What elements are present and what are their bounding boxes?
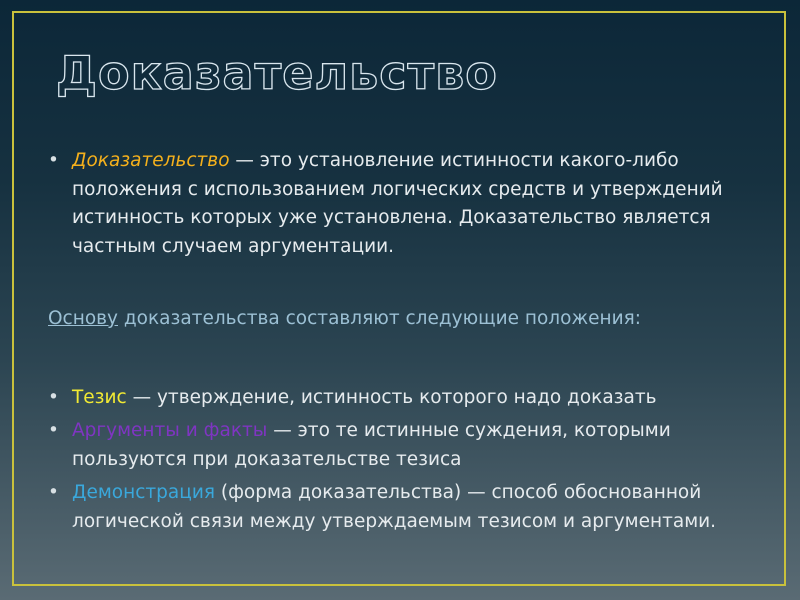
intro-link[interactable]: Основу	[48, 308, 118, 329]
arguments-term: Аргументы и факты	[72, 420, 268, 441]
demonstration-term: Демонстрация	[72, 482, 215, 503]
thesis-term: Тезис	[72, 386, 127, 408]
intro-line	[48, 305, 748, 334]
arguments-text: — это те истинные суждения, которыми пользуются при доказательстве тезиса	[72, 420, 671, 470]
thesis-text: — утверждение, истинность которого надо доказать	[126, 386, 657, 408]
definition-bullet	[48, 147, 748, 261]
slide-title: Доказательство	[56, 46, 498, 100]
definition-text: — это установление истинности какого-либо положения с использованием логических средств и утверждений истинность которых уже установлена. Доказательство является частным случаем аргументации.	[72, 150, 723, 257]
thesis-bullet	[48, 384, 748, 413]
demonstration-text: (форма доказательства) — способ обоснованной логической связи между утверждаемым тезисом и аргументами.	[72, 482, 717, 532]
arguments-bullet	[48, 417, 748, 474]
demonstration-bullet	[48, 479, 748, 536]
intro-text: доказательства составляют следующие положения:	[118, 308, 641, 329]
slide-content	[48, 147, 748, 536]
definition-term: Доказательство	[72, 150, 230, 171]
